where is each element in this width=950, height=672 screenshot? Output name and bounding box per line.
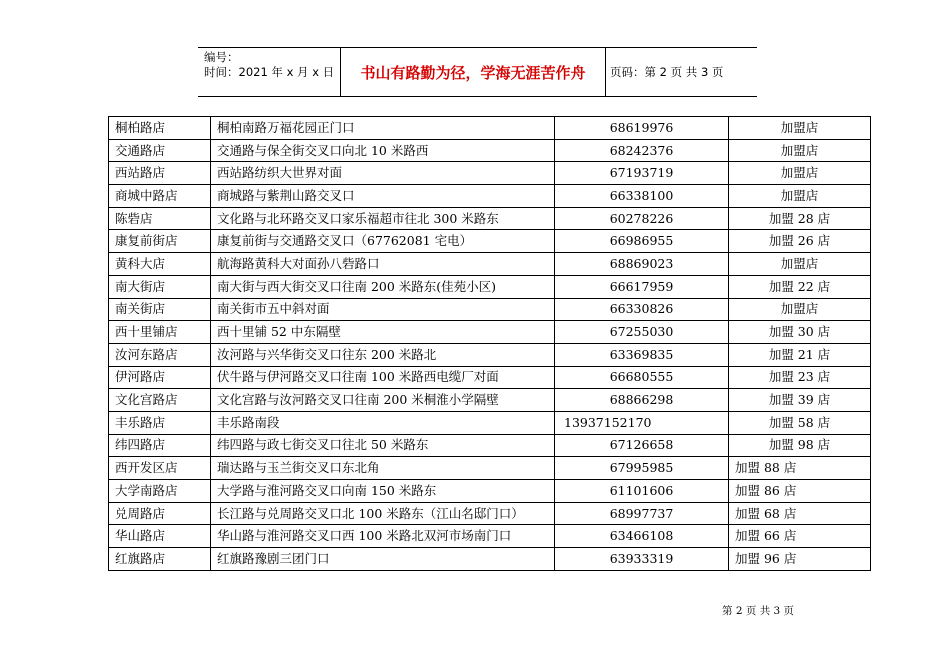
store-table — [108, 116, 871, 571]
store-address-cell: 西十里铺 52 中东隔壁 — [211, 321, 555, 344]
store-address-cell: 红旗路豫剧三团门口 — [211, 548, 555, 571]
store-name-cell: 丰乐路店 — [109, 411, 211, 434]
store-type-cell: 加盟 58 店 — [729, 411, 871, 434]
store-type-cell: 加盟 28 店 — [729, 207, 871, 230]
store-name-cell: 南大街店 — [109, 275, 211, 298]
store-type-cell: 加盟 68 店 — [729, 502, 871, 525]
store-phone-cell: 63369835 — [555, 343, 729, 366]
store-phone-cell: 67193719 — [555, 162, 729, 185]
page-header — [198, 47, 757, 97]
store-name-cell: 康复前街店 — [109, 230, 211, 253]
table-row — [109, 502, 871, 525]
store-phone-cell: 67255030 — [555, 321, 729, 344]
store-address-cell: 汝河路与兴华街交叉口往东 200 米路北 — [211, 343, 555, 366]
store-type-cell: 加盟店 — [729, 185, 871, 208]
table-row — [109, 525, 871, 548]
store-address-cell: 长江路与兑周路交叉口北 100 米路东（江山名邸门口） — [211, 502, 555, 525]
store-table-body — [109, 117, 871, 571]
number-label: 编号： — [204, 50, 239, 64]
store-name-cell: 桐柏路店 — [109, 117, 211, 140]
store-address-cell: 大学路与淮河路交叉口向南 150 米路东 — [211, 480, 555, 503]
store-phone-cell: 66330826 — [555, 298, 729, 321]
header-meta — [204, 50, 334, 80]
store-address-cell: 瑞达路与玉兰街交叉口东北角 — [211, 457, 555, 480]
store-type-cell: 加盟 98 店 — [729, 434, 871, 457]
table-row — [109, 411, 871, 434]
store-name-cell: 陈砦店 — [109, 207, 211, 230]
store-name-cell: 西十里铺店 — [109, 321, 211, 344]
time-label: 时间：2021 年 x 月 x 日 — [204, 65, 335, 79]
table-row — [109, 117, 871, 140]
store-phone-cell: 13937152170 — [555, 411, 729, 434]
store-phone-cell: 66680555 — [555, 366, 729, 389]
table-row — [109, 230, 871, 253]
table-row — [109, 434, 871, 457]
store-type-cell: 加盟 23 店 — [729, 366, 871, 389]
store-phone-cell: 68242376 — [555, 139, 729, 162]
store-phone-cell: 68866298 — [555, 389, 729, 412]
store-address-cell: 商城路与紫荆山路交叉口 — [211, 185, 555, 208]
table-row — [109, 275, 871, 298]
store-phone-cell: 63466108 — [555, 525, 729, 548]
store-type-cell: 加盟 39 店 — [729, 389, 871, 412]
store-type-cell: 加盟店 — [729, 253, 871, 276]
store-name-cell: 兑周路店 — [109, 502, 211, 525]
table-row — [109, 253, 871, 276]
store-name-cell: 西站路店 — [109, 162, 211, 185]
store-name-cell: 大学南路店 — [109, 480, 211, 503]
store-name-cell: 华山路店 — [109, 525, 211, 548]
store-type-cell: 加盟 22 店 — [729, 275, 871, 298]
store-name-cell: 红旗路店 — [109, 548, 211, 571]
store-address-cell: 纬四路与政七街交叉口往北 50 米路东 — [211, 434, 555, 457]
store-name-cell: 南关街店 — [109, 298, 211, 321]
store-type-cell: 加盟 88 店 — [729, 457, 871, 480]
store-address-cell: 西站路纺织大世界对面 — [211, 162, 555, 185]
store-name-cell: 交通路店 — [109, 139, 211, 162]
store-type-cell: 加盟 26 店 — [729, 230, 871, 253]
store-address-cell: 丰乐路南段 — [211, 411, 555, 434]
store-name-cell: 伊河路店 — [109, 366, 211, 389]
store-phone-cell: 68997737 — [555, 502, 729, 525]
store-phone-cell: 67995985 — [555, 457, 729, 480]
table-row — [109, 457, 871, 480]
table-row — [109, 207, 871, 230]
store-phone-cell: 66986955 — [555, 230, 729, 253]
store-type-cell: 加盟店 — [729, 117, 871, 140]
table-row — [109, 366, 871, 389]
store-type-cell: 加盟店 — [729, 298, 871, 321]
store-address-cell: 文化路与北环路交叉口家乐福超市往北 300 米路东 — [211, 207, 555, 230]
store-name-cell: 文化宫路店 — [109, 389, 211, 412]
store-name-cell: 纬四路店 — [109, 434, 211, 457]
store-phone-cell: 66338100 — [555, 185, 729, 208]
store-phone-cell: 60278226 — [555, 207, 729, 230]
table-row — [109, 298, 871, 321]
store-address-cell: 华山路与淮河路交叉口西 100 米路北双河市场南门口 — [211, 525, 555, 548]
store-address-cell: 南关街市五中斜对面 — [211, 298, 555, 321]
store-name-cell: 黄科大店 — [109, 253, 211, 276]
table-row — [109, 185, 871, 208]
header-motto: 书山有路勤为径，学海无涯苦作舟 — [340, 48, 606, 96]
store-name-cell: 汝河东路店 — [109, 343, 211, 366]
store-type-cell: 加盟 86 店 — [729, 480, 871, 503]
header-page-info: 页码：第 2 页 共 3 页 — [610, 65, 724, 79]
store-phone-cell: 68619976 — [555, 117, 729, 140]
store-phone-cell: 63933319 — [555, 548, 729, 571]
table-row — [109, 139, 871, 162]
store-address-cell: 桐柏南路万福花园正门口 — [211, 117, 555, 140]
store-type-cell: 加盟 66 店 — [729, 525, 871, 548]
store-address-cell: 伏牛路与伊河路交叉口往南 100 米路西电缆厂对面 — [211, 366, 555, 389]
store-address-cell: 南大街与西大街交叉口往南 200 米路东(佳苑小区) — [211, 275, 555, 298]
store-phone-cell: 68869023 — [555, 253, 729, 276]
store-phone-cell: 67126658 — [555, 434, 729, 457]
table-row — [109, 480, 871, 503]
store-name-cell: 西开发区店 — [109, 457, 211, 480]
table-row — [109, 162, 871, 185]
store-type-cell: 加盟 96 店 — [729, 548, 871, 571]
table-row — [109, 343, 871, 366]
store-address-cell: 文化宫路与汝河路交叉口往南 200 米桐淮小学隔壁 — [211, 389, 555, 412]
store-type-cell: 加盟 30 店 — [729, 321, 871, 344]
store-type-cell: 加盟店 — [729, 162, 871, 185]
store-phone-cell: 61101606 — [555, 480, 729, 503]
page-footer: 第 2 页 共 3 页 — [722, 605, 795, 617]
store-address-cell: 交通路与保全街交叉口向北 10 米路西 — [211, 139, 555, 162]
table-row — [109, 321, 871, 344]
store-phone-cell: 66617959 — [555, 275, 729, 298]
store-name-cell: 商城中路店 — [109, 185, 211, 208]
store-type-cell: 加盟 21 店 — [729, 343, 871, 366]
store-address-cell: 航海路黄科大对面孙八砦路口 — [211, 253, 555, 276]
store-address-cell: 康复前街与交通路交叉口（67762081 宅电） — [211, 230, 555, 253]
table-row — [109, 389, 871, 412]
store-type-cell: 加盟店 — [729, 139, 871, 162]
table-row — [109, 548, 871, 571]
